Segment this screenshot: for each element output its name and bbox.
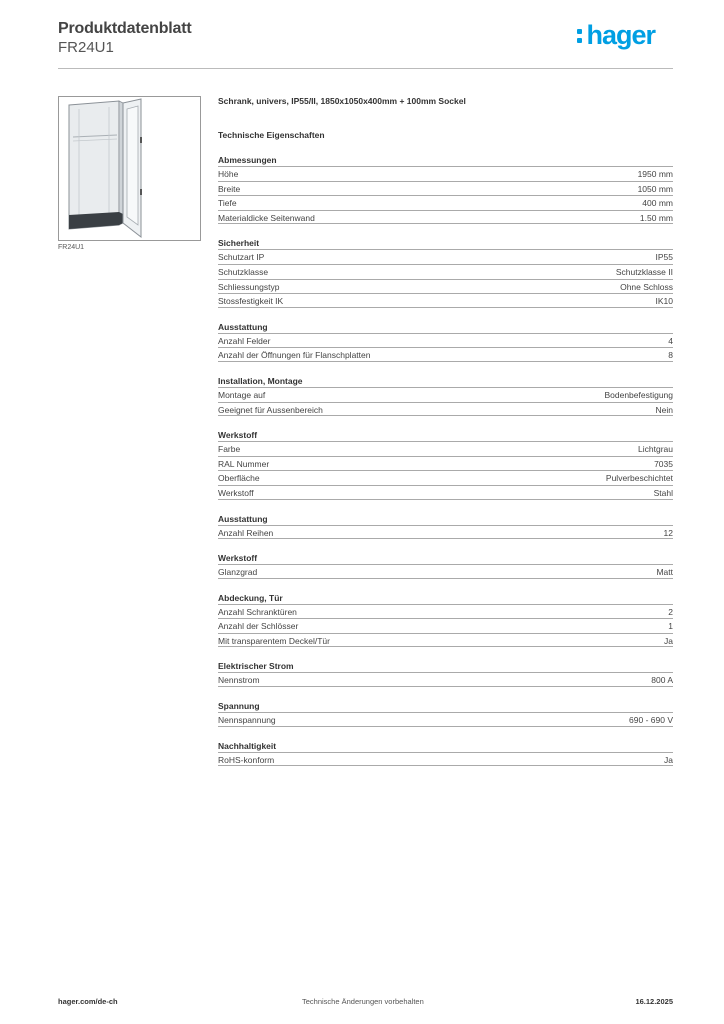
spec-group xyxy=(218,430,673,499)
spec-row xyxy=(218,195,673,210)
spec-label: Montage auf xyxy=(218,389,266,400)
product-code: FR24U1 xyxy=(58,39,114,56)
spec-group-title: Werkstoff xyxy=(218,430,258,441)
spec-value: 2 xyxy=(668,606,673,617)
spec-label: Farbe xyxy=(218,444,241,455)
spec-value: Matt xyxy=(656,567,673,578)
footer-website: hager.com/de-ch xyxy=(58,997,118,1006)
spec-row xyxy=(218,456,673,471)
spec-label: RoHS-konform xyxy=(218,754,275,765)
spec-group xyxy=(218,701,673,727)
spec-group xyxy=(218,155,673,224)
spec-row xyxy=(218,402,673,417)
spec-label: RAL Nummer xyxy=(218,458,270,469)
spec-label: Geeignet für Aussenbereich xyxy=(218,404,323,415)
spec-label: Anzahl Schranktüren xyxy=(218,606,297,617)
spec-row xyxy=(218,564,673,579)
spec-row xyxy=(218,264,673,279)
spec-group xyxy=(218,661,673,687)
page-header xyxy=(58,20,673,70)
spec-value: 12 xyxy=(663,527,673,538)
spec-label: Höhe xyxy=(218,169,239,179)
spec-label: Tiefe xyxy=(218,198,237,209)
spec-row xyxy=(218,210,673,225)
spec-row xyxy=(218,181,673,196)
spec-value: 1 xyxy=(668,621,673,632)
spec-row xyxy=(218,333,673,348)
spec-value: 800 A xyxy=(651,675,673,686)
spec-row xyxy=(218,293,673,308)
image-caption: FR24U1 xyxy=(58,244,85,251)
spec-value: 7035 xyxy=(654,458,673,469)
spec-group xyxy=(218,376,673,416)
spec-group xyxy=(218,553,673,579)
spec-value: Ohne Schloss xyxy=(620,281,673,292)
spec-value: Stahl xyxy=(653,487,673,498)
spec-row xyxy=(218,347,673,362)
spec-group xyxy=(218,741,673,767)
spec-label: Anzahl der Öffnungen für Flanschplatten xyxy=(218,350,371,361)
spec-row xyxy=(218,633,673,648)
spec-value: Schutzklasse II xyxy=(615,266,673,277)
spec-label: Anzahl Felder xyxy=(218,335,271,346)
spec-row xyxy=(218,525,673,540)
spec-value: Lichtgrau xyxy=(638,444,673,455)
spec-label: Nennspannung xyxy=(218,715,276,726)
spec-group xyxy=(218,514,673,540)
spec-value: 1950 mm xyxy=(637,169,673,179)
spec-group-title: Spannung xyxy=(218,701,260,712)
spec-row xyxy=(218,672,673,687)
spec-label: Materialdicke Seitenwand xyxy=(218,212,315,223)
product-description: Schrank, univers, IP55/II, 1850x1050x400mm + 100mm Sockel xyxy=(218,96,466,106)
logo-dots-icon xyxy=(577,25,583,45)
specifications xyxy=(218,96,673,766)
spec-label: Werkstoff xyxy=(218,487,254,498)
spec-row xyxy=(218,618,673,633)
spec-group-title: Werkstoff xyxy=(218,553,258,564)
spec-value: 690 - 690 V xyxy=(629,715,673,726)
spec-label: Anzahl der Schlösser xyxy=(218,621,299,632)
spec-row xyxy=(218,470,673,485)
spec-value: Pulverbeschichtet xyxy=(605,473,673,484)
spec-value: Nein xyxy=(655,404,673,415)
spec-row xyxy=(218,712,673,727)
spec-group xyxy=(218,322,673,362)
spec-label: Anzahl Reihen xyxy=(218,527,274,538)
spec-row xyxy=(218,166,673,181)
spec-group-title: Ausstattung xyxy=(218,321,268,332)
logo-text: hager xyxy=(586,20,655,50)
spec-value: 400 mm xyxy=(642,198,673,209)
header-divider xyxy=(58,68,673,69)
footer-date: 16.12.2025 xyxy=(635,997,673,1006)
spec-value: 1.50 mm xyxy=(639,212,673,223)
document-title: Produktdatenblatt xyxy=(58,20,192,37)
spec-value: IP55 xyxy=(655,252,673,263)
spec-label: Schutzklasse xyxy=(218,266,269,277)
spec-group-title: Abdeckung, Tür xyxy=(218,592,283,603)
hager-logo xyxy=(577,20,655,51)
spec-label: Oberfläche xyxy=(218,473,260,484)
spec-group-title: Elektrischer Strom xyxy=(218,661,294,672)
spec-label: Mit transparentem Deckel/Tür xyxy=(218,635,330,646)
spec-row xyxy=(218,485,673,500)
spec-group-title: Nachhaltigkeit xyxy=(218,740,277,751)
spec-value: Ja xyxy=(664,635,673,646)
spec-value: 8 xyxy=(668,350,673,361)
spec-value: Bodenbefestigung xyxy=(604,389,673,400)
spec-label: Schutzart IP xyxy=(218,252,265,263)
spec-label: Nennstrom xyxy=(218,675,260,686)
spec-group-title: Sicherheit xyxy=(218,238,260,249)
spec-row xyxy=(218,387,673,402)
technical-properties-title: Technische Eigenschaften xyxy=(218,130,325,140)
spec-value: 1050 mm xyxy=(637,183,673,194)
spec-row xyxy=(218,752,673,767)
product-image xyxy=(58,96,201,241)
spec-label: Breite xyxy=(218,183,241,194)
spec-value: IK10 xyxy=(655,296,673,307)
spec-label: Glanzgrad xyxy=(218,567,258,578)
spec-row xyxy=(218,441,673,456)
spec-groups xyxy=(218,155,673,766)
spec-group-title: Installation, Montage xyxy=(218,375,303,386)
spec-value: 4 xyxy=(668,335,673,346)
spec-group xyxy=(218,238,673,307)
spec-group-title: Ausstattung xyxy=(218,513,268,524)
spec-value: Ja xyxy=(664,754,673,765)
spec-group xyxy=(218,593,673,648)
spec-row xyxy=(218,279,673,294)
spec-label: Schliessungstyp xyxy=(218,281,280,292)
spec-row xyxy=(218,249,673,264)
spec-row xyxy=(218,604,673,619)
cabinet-illustration-icon xyxy=(59,97,200,240)
spec-label: Stossfestigkeit IK xyxy=(218,296,284,307)
footer-notice: Technische Änderungen vorbehalten xyxy=(302,997,424,1006)
spec-group-title: Abmessungen xyxy=(218,155,277,165)
